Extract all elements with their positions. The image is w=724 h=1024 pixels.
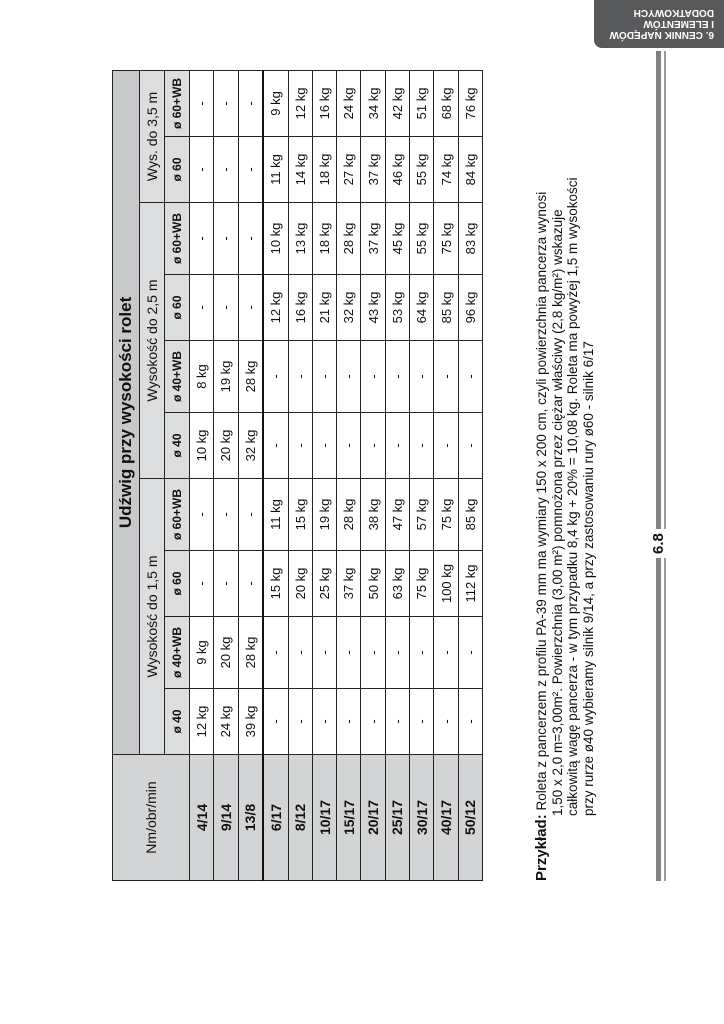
table-cell: 18 kg (312, 137, 336, 203)
table-cell: - (263, 617, 288, 689)
table-cell: 112 kg (458, 551, 482, 617)
table-cell: 18 kg (312, 203, 336, 275)
table-cell: - (458, 689, 482, 755)
table-cell: 51 kg (410, 70, 434, 136)
table-cell: - (312, 341, 336, 413)
table-cell: - (361, 689, 385, 755)
table-cell: - (190, 551, 214, 617)
row-nm-label: 4/14 (190, 755, 214, 881)
table-cell: 45 kg (385, 203, 409, 275)
table-row (458, 70, 482, 880)
table-cell: - (288, 341, 312, 413)
row-header: Nm/obr/min (113, 755, 190, 881)
rule-bar (656, 51, 661, 881)
table-cell: 14 kg (288, 137, 312, 203)
table-cell: 47 kg (385, 479, 409, 551)
column-header: ø 60 (165, 275, 190, 341)
row-nm-label: 8/12 (288, 755, 312, 881)
row-nm-label: 25/17 (385, 755, 409, 881)
row-nm-label: 40/17 (434, 755, 458, 881)
table-cell: 16 kg (312, 70, 336, 136)
table-cell: - (214, 203, 238, 275)
table-cell: 19 kg (214, 341, 238, 413)
table-cell: 24 kg (214, 689, 238, 755)
table-cell: - (238, 137, 263, 203)
table-row (361, 70, 385, 880)
table-cell: - (190, 275, 214, 341)
table-cell: - (434, 413, 458, 479)
table-cell: - (214, 137, 238, 203)
table-cell: - (337, 617, 361, 689)
table-cell: 57 kg (410, 479, 434, 551)
table-cell: - (288, 413, 312, 479)
table-cell: - (238, 479, 263, 551)
row-nm-label: 6/17 (263, 755, 288, 881)
table-row (238, 70, 263, 880)
table-cell: 9 kg (263, 70, 288, 136)
table-cell: 32 kg (337, 275, 361, 341)
table-cell: - (434, 617, 458, 689)
example-line1: Roleta z pancerzem z profilu PA-39 mm ma wymiary 150 x 200 cm, czyli powierzchnia pancerza wynosi (534, 191, 549, 811)
table-cell: 12 kg (263, 275, 288, 341)
row-nm-label: 50/12 (458, 755, 482, 881)
table-cell: 12 kg (190, 689, 214, 755)
table-cell: 68 kg (434, 70, 458, 136)
table-cell: 63 kg (385, 551, 409, 617)
table-row (385, 70, 409, 880)
table-cell: 84 kg (458, 137, 482, 203)
table-row (312, 70, 336, 880)
table-row (434, 70, 458, 880)
table-cell: - (190, 137, 214, 203)
table-cell: - (288, 689, 312, 755)
table-cell: 37 kg (361, 203, 385, 275)
table-title: Udźwig przy wysokości rolet (113, 70, 140, 754)
table-row (410, 70, 434, 880)
table-cell: 50 kg (361, 551, 385, 617)
row-nm-label: 13/8 (238, 755, 263, 881)
table-cell: - (337, 689, 361, 755)
table-cell: 20 kg (214, 617, 238, 689)
table-cell: 15 kg (263, 551, 288, 617)
column-header: ø 40 (165, 413, 190, 479)
table-cell: 75 kg (434, 479, 458, 551)
table-cell: 34 kg (361, 70, 385, 136)
example-note (534, 51, 596, 881)
group-header-2: Wysokość do 2,5 m (140, 203, 165, 479)
page-number: 6.8 (650, 529, 667, 558)
table-cell: - (337, 413, 361, 479)
table-cell: - (312, 689, 336, 755)
table-cell: - (190, 70, 214, 136)
table-cell: 28 kg (337, 203, 361, 275)
column-header: ø 40 (165, 689, 190, 755)
table-cell: 8 kg (190, 341, 214, 413)
column-header: ø 40+WB (165, 341, 190, 413)
table-cell: - (238, 275, 263, 341)
example-line4: przy rurze ø40 wybieramy silnik 9/14, a przy zastosowaniu rury ø60 - silnik 6/17 (580, 341, 596, 816)
row-nm-label: 15/17 (337, 755, 361, 881)
table-cell: 21 kg (312, 275, 336, 341)
table-cell: 11 kg (263, 479, 288, 551)
capacity-table (112, 70, 483, 881)
table-cell: - (410, 341, 434, 413)
table-cell: 55 kg (410, 137, 434, 203)
table-cell: 20 kg (214, 413, 238, 479)
table-cell: 37 kg (361, 137, 385, 203)
table-cell: 13 kg (288, 203, 312, 275)
column-header: ø 60+WB (165, 70, 190, 136)
row-nm-label: 9/14 (214, 755, 238, 881)
table-cell: 46 kg (385, 137, 409, 203)
table-cell: - (385, 617, 409, 689)
table-cell: - (361, 341, 385, 413)
table-cell: - (410, 689, 434, 755)
capacity-table-wrap (112, 71, 483, 881)
example-label: Przykład: (533, 814, 550, 881)
table-cell: 85 kg (434, 275, 458, 341)
table-cell: 100 kg (434, 551, 458, 617)
example-line2: 1,50 x 2,0 m=3,00m². Powierzchnia (3,00 m²) pomnożona przez ciężar właściwy (2,8 kg/m²) wskazuje (549, 209, 565, 816)
column-header: ø 60 (165, 137, 190, 203)
table-cell: 28 kg (238, 617, 263, 689)
table-body (190, 70, 483, 880)
table-cell: 39 kg (238, 689, 263, 755)
column-header: ø 60 (165, 551, 190, 617)
column-header: ø 60+WB (165, 479, 190, 551)
table-cell: - (458, 617, 482, 689)
table-cell: - (458, 413, 482, 479)
table-cell: - (361, 413, 385, 479)
table-cell: - (458, 341, 482, 413)
table-cell: - (312, 413, 336, 479)
table-cell: - (238, 551, 263, 617)
table-cell: 24 kg (337, 70, 361, 136)
table-cell: 96 kg (458, 275, 482, 341)
column-header: ø 60+WB (165, 203, 190, 275)
table-cell: - (385, 689, 409, 755)
table-cell: - (312, 617, 336, 689)
table-cell: 38 kg (361, 479, 385, 551)
table-cell: 25 kg (312, 551, 336, 617)
table-cell: 16 kg (288, 275, 312, 341)
section-tab-line1: 6. CENNIK NAPĘDÓW (609, 29, 714, 41)
table-cell: - (410, 413, 434, 479)
table-cell: 74 kg (434, 137, 458, 203)
table-cell: - (337, 341, 361, 413)
table-cell: - (434, 341, 458, 413)
table-cell: - (190, 479, 214, 551)
group-header-3: Wys. do 3,5 m (140, 70, 165, 202)
table-cell: 9 kg (190, 617, 214, 689)
table-cell: 11 kg (263, 137, 288, 203)
table-cell: 19 kg (312, 479, 336, 551)
table-cell: - (214, 275, 238, 341)
table-cell: 64 kg (410, 275, 434, 341)
table-row (337, 70, 361, 880)
table-cell: 83 kg (458, 203, 482, 275)
table-row (263, 70, 288, 880)
table-cell: - (238, 203, 263, 275)
page-rule (650, 51, 668, 881)
table-cell: 75 kg (410, 551, 434, 617)
example-line3: całkowitą wagę pancerza - w tym przypadku 8,4 kg + 20% = 10,08 kg. Roleta ma powyżej 1,5 m wysokości (565, 177, 580, 816)
table-cell: - (238, 70, 263, 136)
table-cell: 53 kg (385, 275, 409, 341)
row-nm-label: 10/17 (312, 755, 336, 881)
table-cell: - (214, 479, 238, 551)
table-cell: 15 kg (288, 479, 312, 551)
table-cell: - (214, 551, 238, 617)
table-cell: 32 kg (238, 413, 263, 479)
table-cell: 28 kg (238, 341, 263, 413)
table-cell: 75 kg (434, 203, 458, 275)
section-tab-line2: I ELEMENTÓW (643, 18, 714, 30)
table-cell: 76 kg (458, 70, 482, 136)
table-cell: - (288, 617, 312, 689)
table-cell: - (190, 203, 214, 275)
section-tab-line3: DODATKOWYCH (633, 7, 714, 19)
table-cell: 43 kg (361, 275, 385, 341)
table-cell: 42 kg (385, 70, 409, 136)
table-cell: - (385, 413, 409, 479)
row-nm-label: 30/17 (410, 755, 434, 881)
table-cell: 37 kg (337, 551, 361, 617)
table-cell: 85 kg (458, 479, 482, 551)
table-cell: 10 kg (263, 203, 288, 275)
table-cell: 20 kg (288, 551, 312, 617)
table-cell: - (434, 689, 458, 755)
group-header-1: Wysokość do 1,5 m (140, 479, 165, 755)
table-cell: 27 kg (337, 137, 361, 203)
table-cell: - (385, 341, 409, 413)
table-cell: 28 kg (337, 479, 361, 551)
table-cell: - (263, 689, 288, 755)
table-row (214, 70, 238, 880)
table-row (190, 70, 214, 880)
table-cell: 10 kg (190, 413, 214, 479)
row-nm-label: 20/17 (361, 755, 385, 881)
table-cell: - (410, 617, 434, 689)
table-cell: 55 kg (410, 203, 434, 275)
table-cell: - (263, 341, 288, 413)
table-cell: - (214, 70, 238, 136)
table-cell: 12 kg (288, 70, 312, 136)
column-header: ø 40+WB (165, 617, 190, 689)
table-cell: - (263, 413, 288, 479)
table-row (288, 70, 312, 880)
rule-bar-thin (664, 51, 666, 881)
table-cell: - (361, 617, 385, 689)
